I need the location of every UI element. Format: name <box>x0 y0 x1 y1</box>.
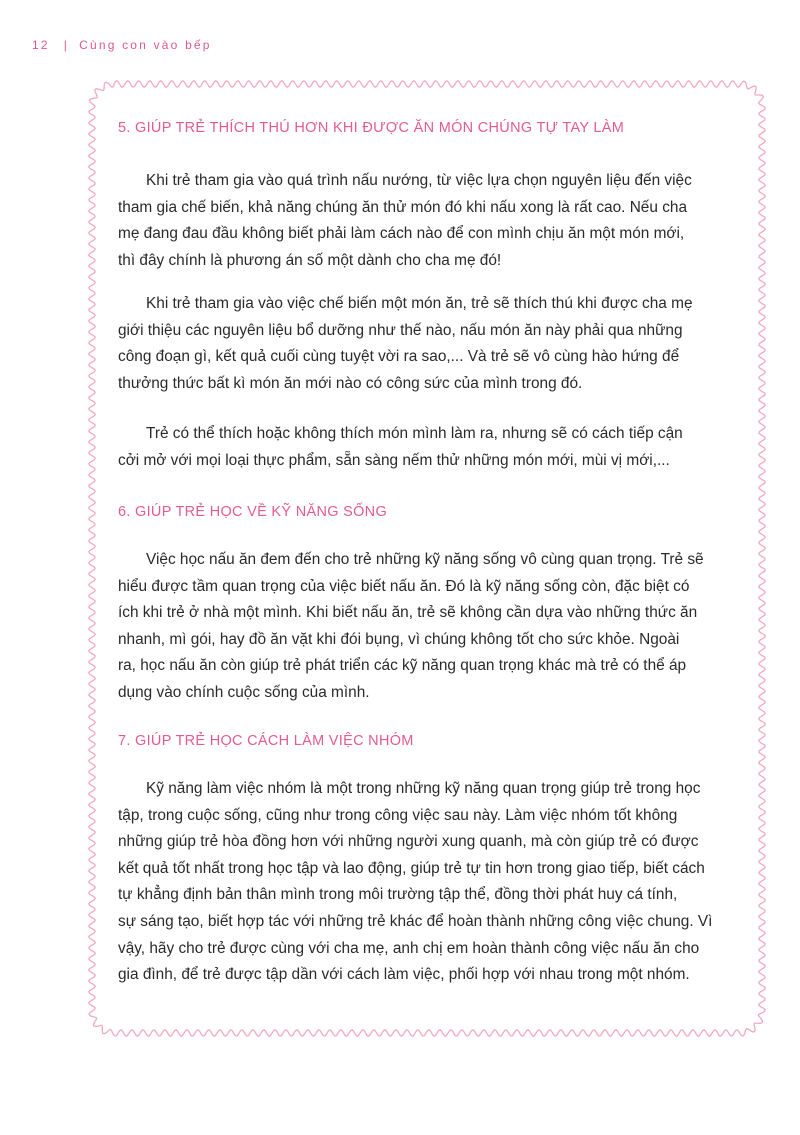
text-line: thưởng thức bất kì món ăn mới nào có công sức của mình trong đó. <box>118 374 583 392</box>
section-heading-6: 6. GIÚP TRẺ HỌC VỀ KỸ NĂNG SỐNG <box>118 504 388 520</box>
page-number: 12 <box>32 38 50 52</box>
section-heading-7: 7. GIÚP TRẺ HỌC CÁCH LÀM VIỆC NHÓM <box>118 733 414 749</box>
header-separator: | <box>63 38 70 52</box>
text-line: Khi trẻ tham gia vào việc chế biến một món ăn, trẻ sẽ thích thú khi được cha mẹ <box>146 295 693 312</box>
paragraph <box>118 421 744 474</box>
text-line: vậy, hãy cho trẻ được cùng với cha mẹ, anh chị em hoàn thành công việc nấu ăn cho <box>118 939 700 957</box>
text-line: thì đây chính là phương án số một dành cho cha mẹ đó! <box>118 251 502 269</box>
text-line: tham gia chế biến, khả năng chúng ăn thử món đó khi nấu xong là rất cao. Nếu cha <box>118 198 688 216</box>
text-line: kết quả tốt nhất trong học tập và lao động, giúp trẻ tự tin hơn trong giao tiếp, biết cách <box>118 859 705 877</box>
text-line: gia đình, để trẻ được tập dần với cách làm việc, phối hợp với nhau trong một nhóm. <box>118 966 690 984</box>
text-line: Kỹ năng làm việc nhóm là một trong những kỹ năng quan trọng giúp trẻ trong học <box>146 780 701 797</box>
paragraph <box>118 776 744 989</box>
section-heading-5: 5. GIÚP TRẺ THÍCH THÚ HƠN KHI ĐƯỢC ĂN MÓN CHÚNG TỰ TAY LÀM <box>118 120 625 136</box>
text-line: dụng vào chính cuộc sống của mình. <box>118 683 370 701</box>
text-line: Trẻ có thể thích hoặc không thích món mình làm ra, nhưng sẽ có cách tiếp cận <box>146 425 683 442</box>
paragraph <box>118 547 744 707</box>
text-line: tự khẳng định bản thân mình trong môi trường tập thể, đồng thời phát huy cá tính, <box>118 886 678 904</box>
text-line: cởi mở với mọi loại thực phẩm, sẵn sàng nếm thử những món mới, mùi vị mới,... <box>118 451 670 469</box>
text-line: giới thiệu các nguyên liệu bổ dưỡng như thế nào, nấu món ăn này phải qua những <box>118 321 683 339</box>
text-line: mẹ đang đau đầu không biết phải làm cách nào để con mình chịu ăn một món mới, <box>118 225 685 243</box>
text-line: nhanh, mì gói, hay đồ ăn vặt khi đói bụng, vì chúng không tốt cho sức khỏe. Ngoài <box>118 630 680 648</box>
text-line: Khi trẻ tham gia vào quá trình nấu nướng, từ việc lựa chọn nguyên liệu đến việc <box>146 172 692 189</box>
running-header <box>32 38 212 52</box>
paragraph <box>118 168 744 274</box>
text-line: những giúp trẻ hòa đồng hơn với những người xung quanh, mà còn giúp trẻ có được <box>118 833 699 851</box>
text-line: ra, học nấu ăn còn giúp trẻ phát triển các kỹ năng quan trọng khác mà trẻ có thể áp <box>118 657 687 675</box>
text-line: tập, trong cuộc sống, cũng như trong công việc sau này. Làm việc nhóm tốt không <box>118 806 678 824</box>
text-line: công đoạn gì, kết quả cuối cùng tuyệt vời ra sao,... Và trẻ sẽ vô cùng hào hứng để <box>118 348 680 366</box>
book-title: Cùng con vào bếp <box>79 38 212 52</box>
text-line: sự sáng tạo, biết hợp tác với những trẻ khác để hoàn thành những công việc chung. Vì <box>118 912 713 930</box>
paragraph <box>118 291 744 397</box>
text-line: Việc học nấu ăn đem đến cho trẻ những kỹ năng sống vô cùng quan trọng. Trẻ sẽ <box>146 551 704 568</box>
text-line: ích khi trẻ ở nhà một mình. Khi biết nấu ăn, trẻ sẽ không cần dựa vào những thức ăn <box>118 604 698 622</box>
text-line: hiểu được tầm quan trọng của việc biết nấu ăn. Đó là kỹ năng sống còn, đặc biệt có <box>118 577 690 595</box>
